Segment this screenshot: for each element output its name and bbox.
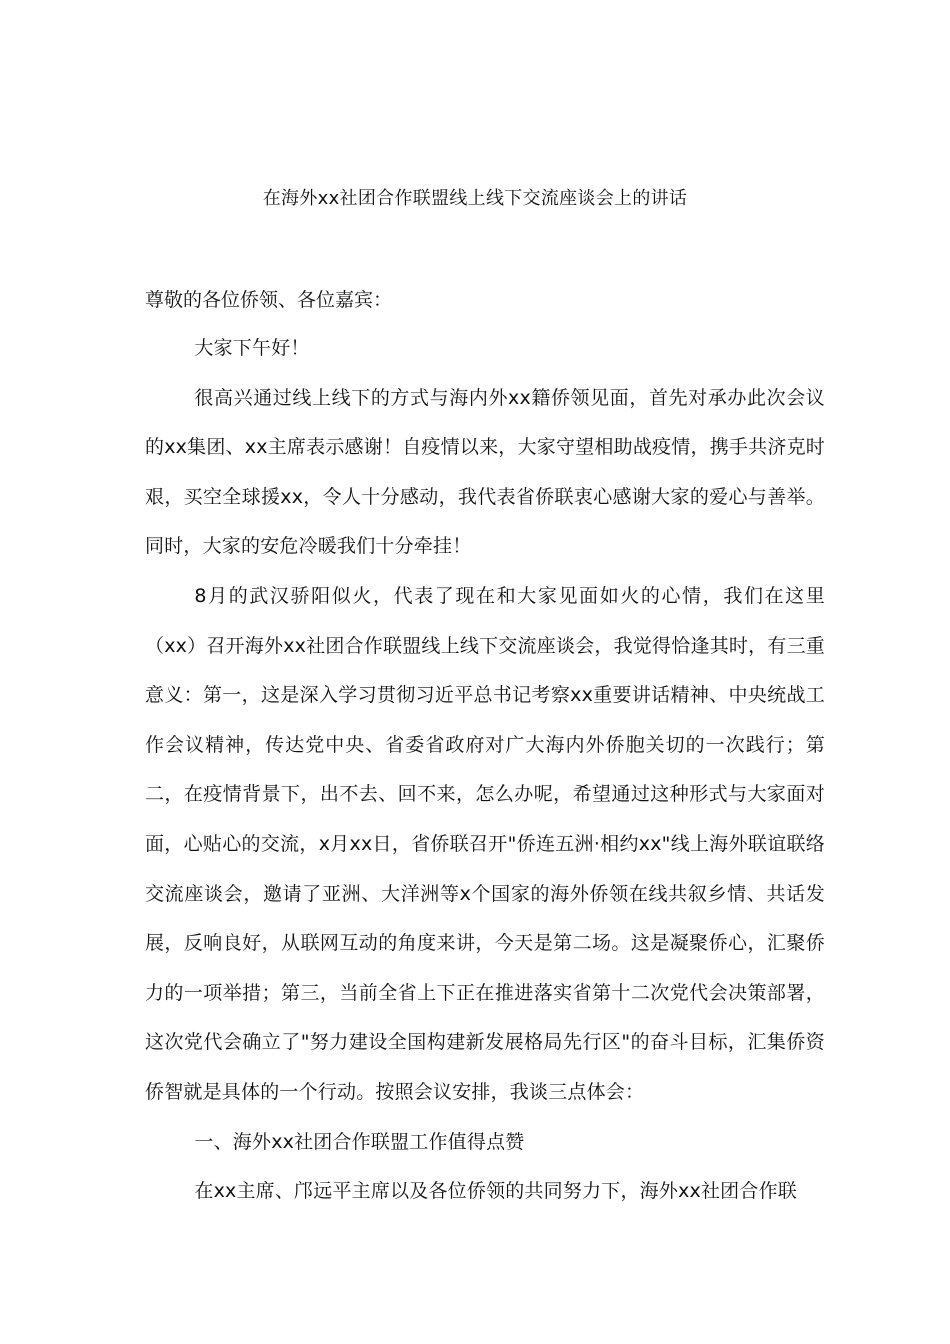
salutation: 尊敬的各位侨领、各位嘉宾： [145, 289, 393, 311]
paragraph-section-1: 在xx主席、邝远平主席以及各位侨领的共同努力下，海外xx社团合作联 [194, 1180, 797, 1203]
paragraph-thanks: 很高兴通过线上线下的方式与海内外xx籍侨领见面，首先对承办此次会议的xx集团、xx主席表示感谢！自疫情以来，大家守望相助战疫情，携手共济克时艰，买空全球援xx，令人十分感动，我代表省侨联衷心感谢大家的爱心与善举。同时，大家的安危冷暖我们十分牵挂！ [145, 386, 825, 558]
document-title: 在海外xx社团合作联盟线上线下交流座谈会上的讲话 [262, 188, 688, 209]
document-body [145, 324, 825, 1217]
paragraph-significance: 8月的武汉骄阳似火，代表了现在和大家见面如火的心情，我们在这里（xx）召开海外xx社团合作联盟线上线下交流座谈会，我觉得恰逢其时，有三重意义：第一，这是深入学习贯彻习近平总书记考察xx重要讲话精神、中央统战工作会议精神，传达党中央、省委省政府对广大海内外侨胞关切的一次践行；第二，在疫情背景下，出不去、回不来，怎么办呢，希望通过这种形式与大家面对面，心贴心的交流，x月xx日，省侨联召开"侨连五洲·相约xx"线上海外联谊联络交流座谈会，邀请了亚洲、大洋洲等x个国家的海外侨领在线共叙乡情、共话发展，反响良好，从联网互动的角度来讲，今天是第二场。这是凝聚侨心，汇聚侨力的一项举措；第三，当前全省上下正在推进落实省第十二次党代会决策部署，这次党代会确立了"努力建设全国构建新发展格局先行区"的奋斗目标，汇集侨资侨智就是具体的一个行动。按照会议安排，我谈三点体会： [145, 584, 825, 1103]
section-heading-1: 一、海外xx社团合作联盟工作值得点赞 [194, 1130, 525, 1153]
paragraph-greeting: 大家下午好！ [194, 337, 310, 359]
